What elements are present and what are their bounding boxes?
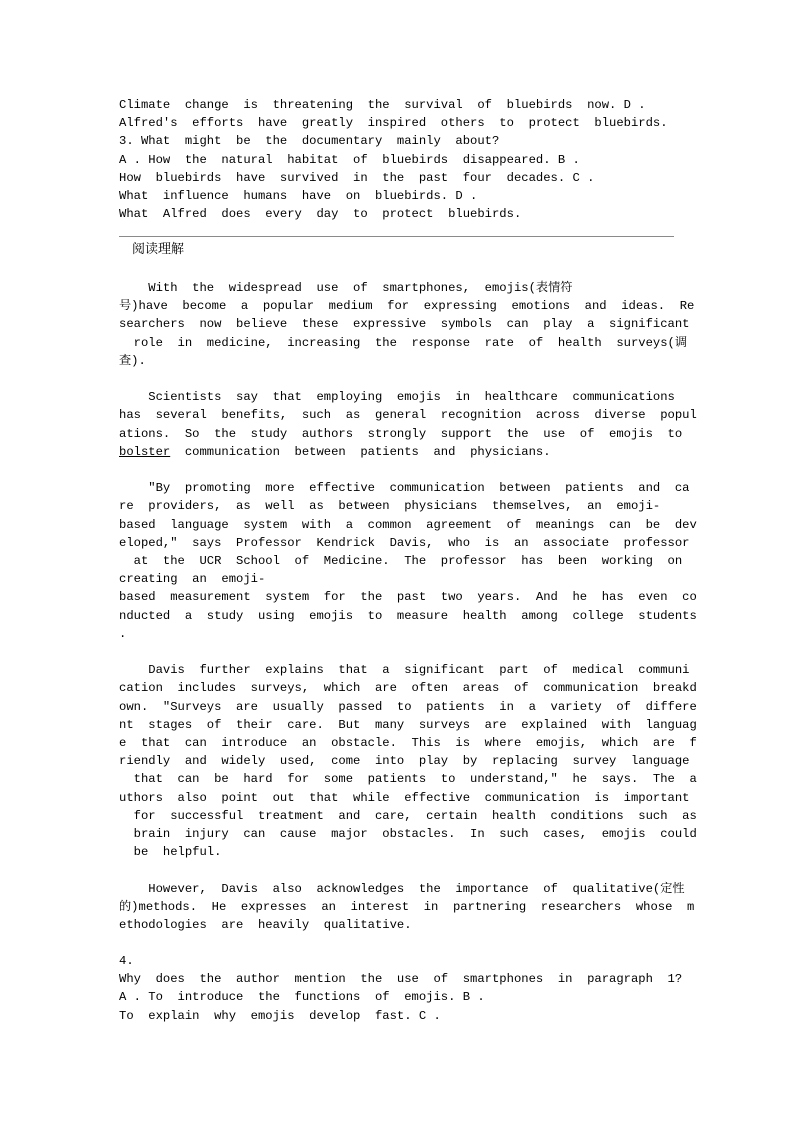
text-line: creating an emoji-	[119, 572, 266, 587]
text-line: own. "Surveys are usually passed to patients in a variety of differe	[119, 699, 697, 714]
question-4-stem: Why does the author mention the use of smartphones in paragraph 1?	[119, 972, 683, 987]
previous-question-tail	[119, 96, 675, 223]
question-4-option-line: A . To introduce the functions of emojis. B .	[119, 990, 485, 1005]
reading-passage	[119, 279, 697, 934]
question-3-option-line: What influence humans have on bluebirds. D .	[119, 189, 478, 204]
question-3-option-line: How bluebirds have survived in the past four decades. C .	[119, 170, 595, 185]
text-line: brain injury can cause major obstacles. In such cases, emojis could	[119, 827, 697, 842]
text-line: .	[119, 626, 127, 641]
text-line: riendly and widely used, come into play by replacing survey language	[119, 754, 690, 769]
section-title: 阅读理解	[132, 242, 185, 257]
text-line: role in medicine, increasing the response rate of health surveys(调	[119, 335, 688, 350]
underlined-word: bolster	[119, 444, 171, 459]
text-line: Scientists say that employing emojis in healthcare communications	[119, 390, 675, 405]
question-4-option-line: To explain why emojis develop fast. C .	[119, 1008, 441, 1023]
section-divider	[119, 236, 674, 237]
question-3-stem: 3. What might be the documentary mainly about?	[119, 134, 500, 149]
paragraph-2	[119, 388, 697, 461]
text-line: eloped," says Professor Kendrick Davis, who is an associate professor	[119, 535, 690, 550]
text-line	[119, 443, 675, 461]
text-line: uthors also point out that while effective communication is important	[119, 790, 690, 805]
text-line: 查).	[119, 353, 146, 368]
text-run: communication between patients and physicians.	[170, 444, 551, 459]
text-line: cation includes surveys, which are often areas of communication breakd	[119, 681, 697, 696]
text-line: nducted a study using emojis to measure health among college students	[119, 608, 697, 623]
paragraph-3	[119, 479, 697, 643]
text-line: re providers, as well as between physicians themselves, an emoji-	[119, 499, 661, 514]
text-line: With the widespread use of smartphones, emojis(表情符	[119, 281, 573, 295]
text-line: based language system with a common agreement of meanings can be dev	[119, 517, 697, 532]
text-line: Alfred's efforts have greatly inspired others to protect bluebirds.	[119, 116, 668, 131]
text-line: ethodologies are heavily qualitative.	[119, 918, 412, 933]
paragraph-1	[119, 279, 695, 370]
text-line: at the UCR School of Medicine. The professor has been working on	[119, 554, 683, 569]
question-4	[119, 952, 683, 1025]
question-3-option-line: What Alfred does every day to protect bluebirds.	[119, 207, 522, 222]
text-line: nt stages of their care. But many surveys are explained with languag	[119, 717, 697, 732]
text-line: ations. So the study authors strongly support the use of emojis to	[119, 426, 683, 441]
text-line: based measurement system for the past two years. And he has even co	[119, 590, 697, 605]
text-line: has several benefits, such as general recognition across diverse popul	[119, 408, 697, 423]
text-line: "By promoting more effective communication between patients and ca	[119, 481, 690, 496]
text-line: searchers now believe these expressive symbols can play a significant	[119, 317, 690, 332]
paragraph-4	[119, 661, 697, 861]
text-line: be helpful.	[119, 845, 222, 860]
text-line: for successful treatment and care, certain health conditions such as	[119, 808, 697, 823]
text-line: e that can introduce an obstacle. This is where emojis, which are f	[119, 736, 697, 751]
text-line: However, Davis also acknowledges the importance of qualitative(定性	[119, 881, 685, 896]
question-number: 4.	[119, 954, 134, 968]
text-line: 号)have become a popular medium for expressing emotions and ideas. Re	[119, 299, 695, 314]
text-line: Climate change is threatening the survival of bluebirds now. D .	[119, 98, 646, 112]
paragraph-5	[119, 880, 695, 935]
text-line: Davis further explains that a significant part of medical communi	[119, 663, 690, 678]
text-line: that can be hard for some patients to understand," he says. The a	[119, 772, 697, 787]
text-line: 的)methods. He expresses an interest in partnering researchers whose m	[119, 899, 695, 914]
question-3-option-line: A . How the natural habitat of bluebirds disappeared. B .	[119, 152, 580, 167]
